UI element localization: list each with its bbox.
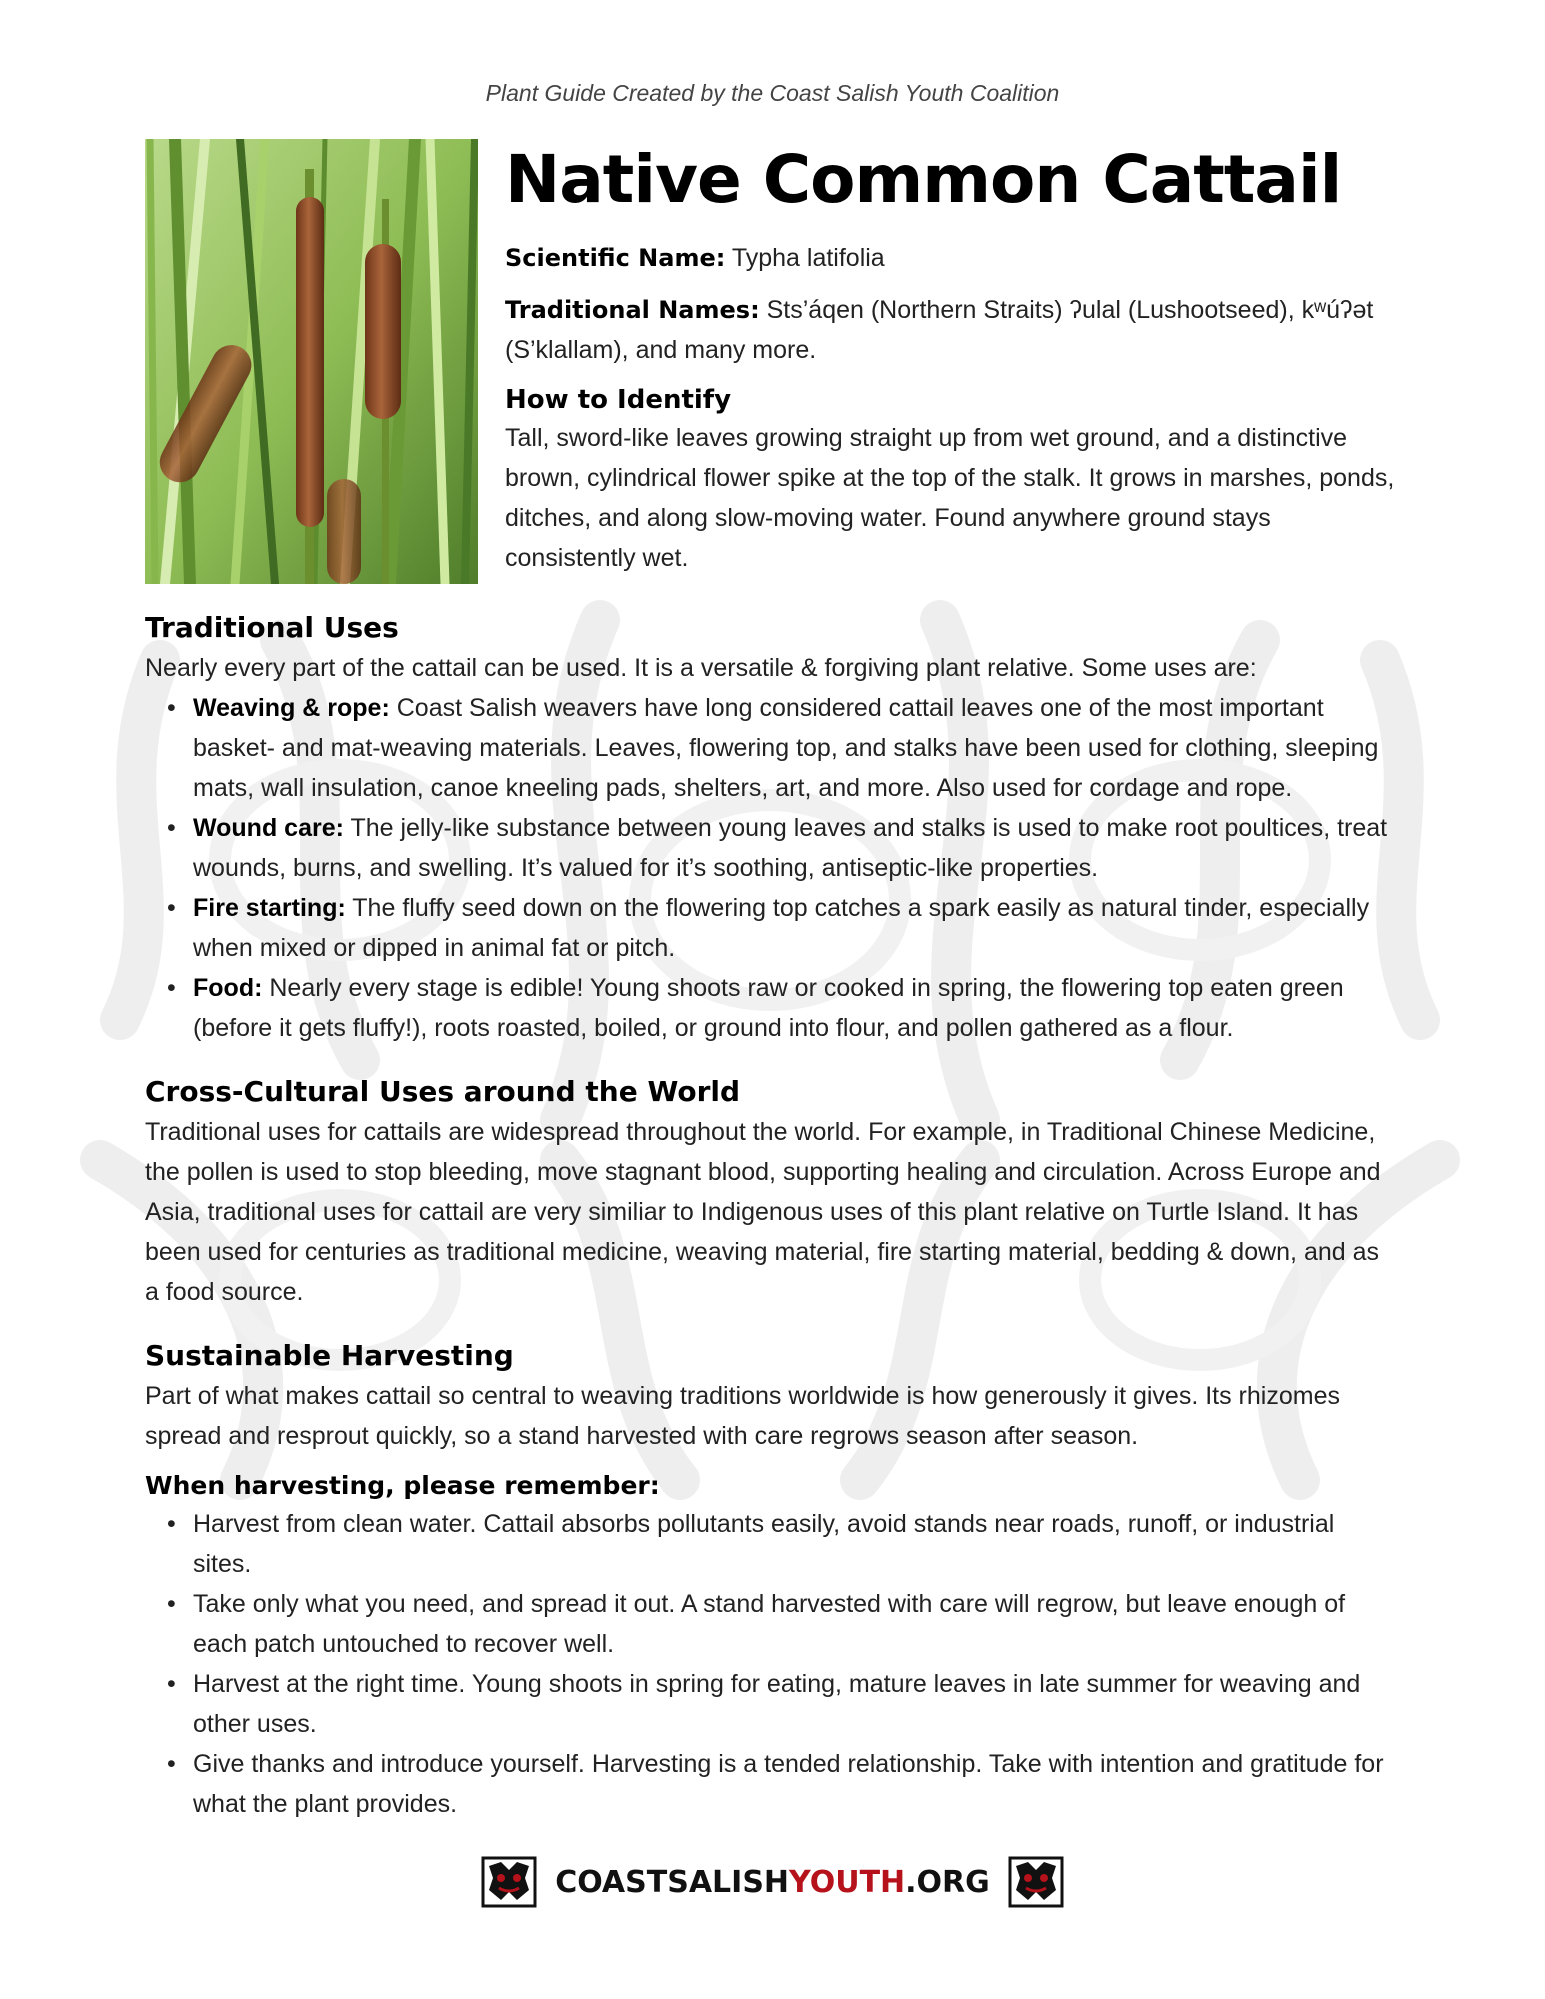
- identify-text: Tall, sword-like leaves growing straight up from wet ground, and a distinctive brown, cylindrical flower spike at the top of the stalk. It grows in marshes, ponds, ditches, and along slow-moving water. Found anywhere ground stays consistently wet.: [505, 424, 1395, 572]
- scientific-name-value: Typha latifolia: [731, 244, 885, 272]
- list-item: [145, 808, 1390, 888]
- page-title: Native Common Cattail: [505, 141, 1342, 218]
- cross-cultural-heading: Cross-Cultural Uses around the World: [145, 1075, 741, 1108]
- footer: [0, 1852, 1545, 1912]
- sustainable-section: [145, 1336, 1390, 1824]
- traditional-uses-intro: Nearly every part of the cattail can be used. It is a versatile & forgiving plant relative. Some uses are:: [145, 654, 1257, 682]
- footer-text-part2: YOUTH: [789, 1864, 906, 1900]
- cross-cultural-text: Traditional uses for cattails are widespread throughout the world. For example, in Traditional Chinese Medicine, the pollen is used to stop bleeding, move stagnant blood, supporting healing and circulation. Across Europe and Asia, traditional uses for cattail are very similiar to Indigenous uses of this plant relative on Turtle Island. It has been used for centuries as traditional medicine, weaving material, fire starting material, bedding & down, and as a food source.: [145, 1118, 1381, 1306]
- footer-text-part1: COASTSALISH: [555, 1864, 790, 1900]
- list-item: • Harvest at the right time. Young shoots in spring for eating, mature leaves in late summer for weaving and other uses.: [145, 1664, 1390, 1744]
- formline-emblem-icon: [481, 1856, 537, 1908]
- traditional-uses-heading: Traditional Uses: [145, 611, 399, 644]
- list-item: [145, 888, 1390, 968]
- list-item-text: Coast Salish weavers have long considered cattail leaves one of the most important basket- and mat-weaving materials. Leaves, flowering top, and stalks have been used for clothing, sleeping mats, wall insulation, canoe kneeling pads, shelters, art, and more. Also used for cordage and rope.: [193, 694, 1379, 802]
- list-item: • Harvest from clean water. Cattail absorbs pollutants easily, avoid stands near roads, runoff, or industrial sites.: [145, 1504, 1390, 1584]
- scientific-name: [505, 238, 1405, 278]
- identify-heading: How to Identify: [505, 385, 732, 415]
- list-item-label: Food:: [193, 974, 263, 1002]
- traditional-uses-section: [145, 608, 1390, 1048]
- traditional-uses-list: [145, 688, 1390, 1048]
- list-item-label: Fire starting:: [193, 894, 346, 922]
- list-item: • Take only what you need, and spread it out. A stand harvested with care will regrow, but leave enough of each patch untouched to recover well.: [145, 1584, 1390, 1664]
- sustainable-text: Part of what makes cattail so central to weaving traditions worldwide is how generously it gives. Its rhizomes spread and resprout quickly, so a stand harvested with care regrows season after season.: [145, 1382, 1340, 1450]
- intro-block: [505, 140, 1405, 590]
- formline-emblem-icon: [1008, 1856, 1064, 1908]
- cattail-photo: [145, 139, 478, 584]
- sustainable-heading: Sustainable Harvesting: [145, 1339, 514, 1372]
- scientific-name-label: Scientific Name:: [505, 244, 726, 272]
- traditional-names-value: Sts’áqen (Northern Straits) ʔulal (Lushootseed), kʷúʔət (S’klallam), and many more.: [505, 296, 1374, 364]
- footer-website-link[interactable]: [555, 1865, 990, 1900]
- list-item: [145, 968, 1390, 1048]
- list-item-text: The fluffy seed down on the flowering top catches a spark easily as natural tinder, especially when mixed or dipped in animal fat or pitch.: [193, 894, 1370, 962]
- list-item: [145, 688, 1390, 808]
- list-item-text: Nearly every stage is edible! Young shoots raw or cooked in spring, the flowering top eaten green (before it gets fluffy!), roots roasted, boiled, or ground into flour, and pollen gathered as a flour.: [193, 974, 1344, 1042]
- footer-text-part3: .ORG: [905, 1864, 990, 1900]
- traditional-names: [505, 290, 1405, 370]
- list-item-label: Wound care:: [193, 814, 344, 842]
- list-item-label: Weaving & rope:: [193, 694, 390, 722]
- list-item-text: The jelly-like substance between young leaves and stalks is used to make root poultices, treat wounds, burns, and swelling. It’s valued for it’s soothing, antiseptic-like properties.: [193, 814, 1388, 882]
- list-item: • Give thanks and introduce yourself. Harvesting is a tended relationship. Take with intention and gratitude for what the plant provides.: [145, 1744, 1390, 1824]
- header-note: Plant Guide Created by the Coast Salish Youth Coalition: [485, 80, 1060, 106]
- harvesting-list: [145, 1504, 1390, 1824]
- traditional-names-label: Traditional Names:: [505, 296, 760, 324]
- cross-cultural-section: [145, 1072, 1390, 1312]
- reminder-heading: When harvesting, please remember:: [145, 1471, 660, 1500]
